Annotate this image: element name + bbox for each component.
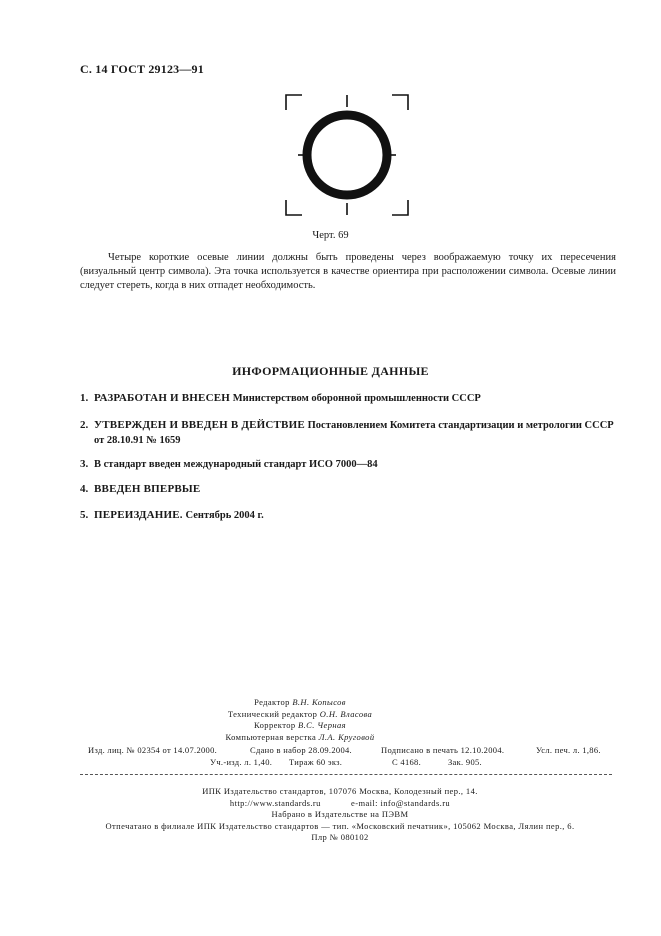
imprint-pub-sheets: Уч.-изд. л. 1,40. [210, 757, 273, 767]
publisher-printed-note: Отпечатано в филиале ИПК Издательство стандартов — тип. «Московский печатник», 105062 Москва, Лялин пер., 6. [105, 820, 575, 831]
publisher-contacts [60, 798, 620, 810]
imprint-c-number: С 4168. [392, 757, 422, 767]
info-item-3 [80, 457, 625, 472]
info-item-4 [80, 482, 625, 496]
publisher-address: ИПК Издательство стандартов, 107076 Москва, Колодезный пер., 14. [202, 786, 478, 796]
info-item-text: Сентябрь 2004 г. [185, 510, 264, 521]
info-item-bold: РАЗРАБОТАН И ВНЕСЕН [94, 392, 231, 404]
info-section-title: ИНФОРМАЦИОННЫЕ ДАННЫЕ [232, 364, 429, 378]
info-item-text: Министерством оборонной промышленности СССР [232, 393, 481, 404]
info-item-bold: ПЕРЕИЗДАНИЕ. [94, 509, 183, 521]
publisher-email: e-mail: info@standards.ru [351, 797, 451, 808]
info-item-1 [80, 391, 625, 406]
imprint-license: Изд. лиц. № 02354 от 14.07.2000. [88, 745, 218, 755]
info-item-text: В стандарт введен международный стандарт ИСО 7000—84 [94, 459, 378, 470]
credit-editor: Редактор В.Н. Копысов [254, 697, 346, 707]
imprint-signed: Подписано в печать 12.10.2004. [381, 745, 505, 755]
credits-block [150, 697, 450, 743]
divider [80, 774, 612, 775]
info-item-bold: ВВЕДЕН ВПЕРВЫЕ [94, 483, 201, 495]
publisher-website: http://www.standards.ru [229, 797, 321, 808]
credit-corrector: Корректор В.С. Черная [254, 720, 346, 730]
info-item-5 [80, 508, 625, 523]
body-paragraph [80, 251, 616, 293]
imprint-order: Зак. 905. [448, 757, 482, 767]
page-header: С. 14 ГОСТ 29123—91 [80, 62, 204, 76]
info-item-number: 1. [80, 392, 89, 404]
publisher-license: Плр № 080102 [311, 832, 369, 842]
credit-tech-editor: Технический редактор О.Н. Власова [227, 708, 373, 719]
figure-caption: Черт. 69 [312, 230, 349, 241]
publisher-block [60, 786, 620, 844]
info-item-number: 2. [80, 419, 89, 431]
info-item-bold: УТВЕРЖДЕН И ВВЕДЕН В ДЕЙСТВИЕ [94, 419, 305, 431]
info-item-text: Постановлением Комитета стандартизации и метрологии СССР от 28.10.91 № 1659 [94, 420, 614, 446]
info-item-number: 4. [80, 483, 89, 495]
body-paragraph-text: Четыре короткие осевые линии должны быть проведены через воображаемую точку их пересечения (визуальный центр символа). Эта точка используется в качестве ориентира при расположении символа. Осевые линии следует стереть, когда в них отпадет необходимость. [80, 252, 616, 291]
imprint-print-sheets: Усл. печ. л. 1,86. [536, 745, 601, 755]
credit-layout: Компьютерная верстка Л.А. Круговой [225, 731, 375, 742]
info-item-2 [80, 418, 625, 448]
imprint-typeset: Сдано в набор 28.09.2004. [250, 745, 352, 755]
info-item-number: 5. [80, 509, 89, 521]
circle-symbol-icon [280, 90, 414, 220]
imprint-circulation: Тираж 60 экз. [289, 757, 343, 767]
info-item-number: 3. [80, 458, 89, 470]
publisher-typeset-note: Набрано в Издательстве на ПЭВМ [271, 809, 409, 819]
